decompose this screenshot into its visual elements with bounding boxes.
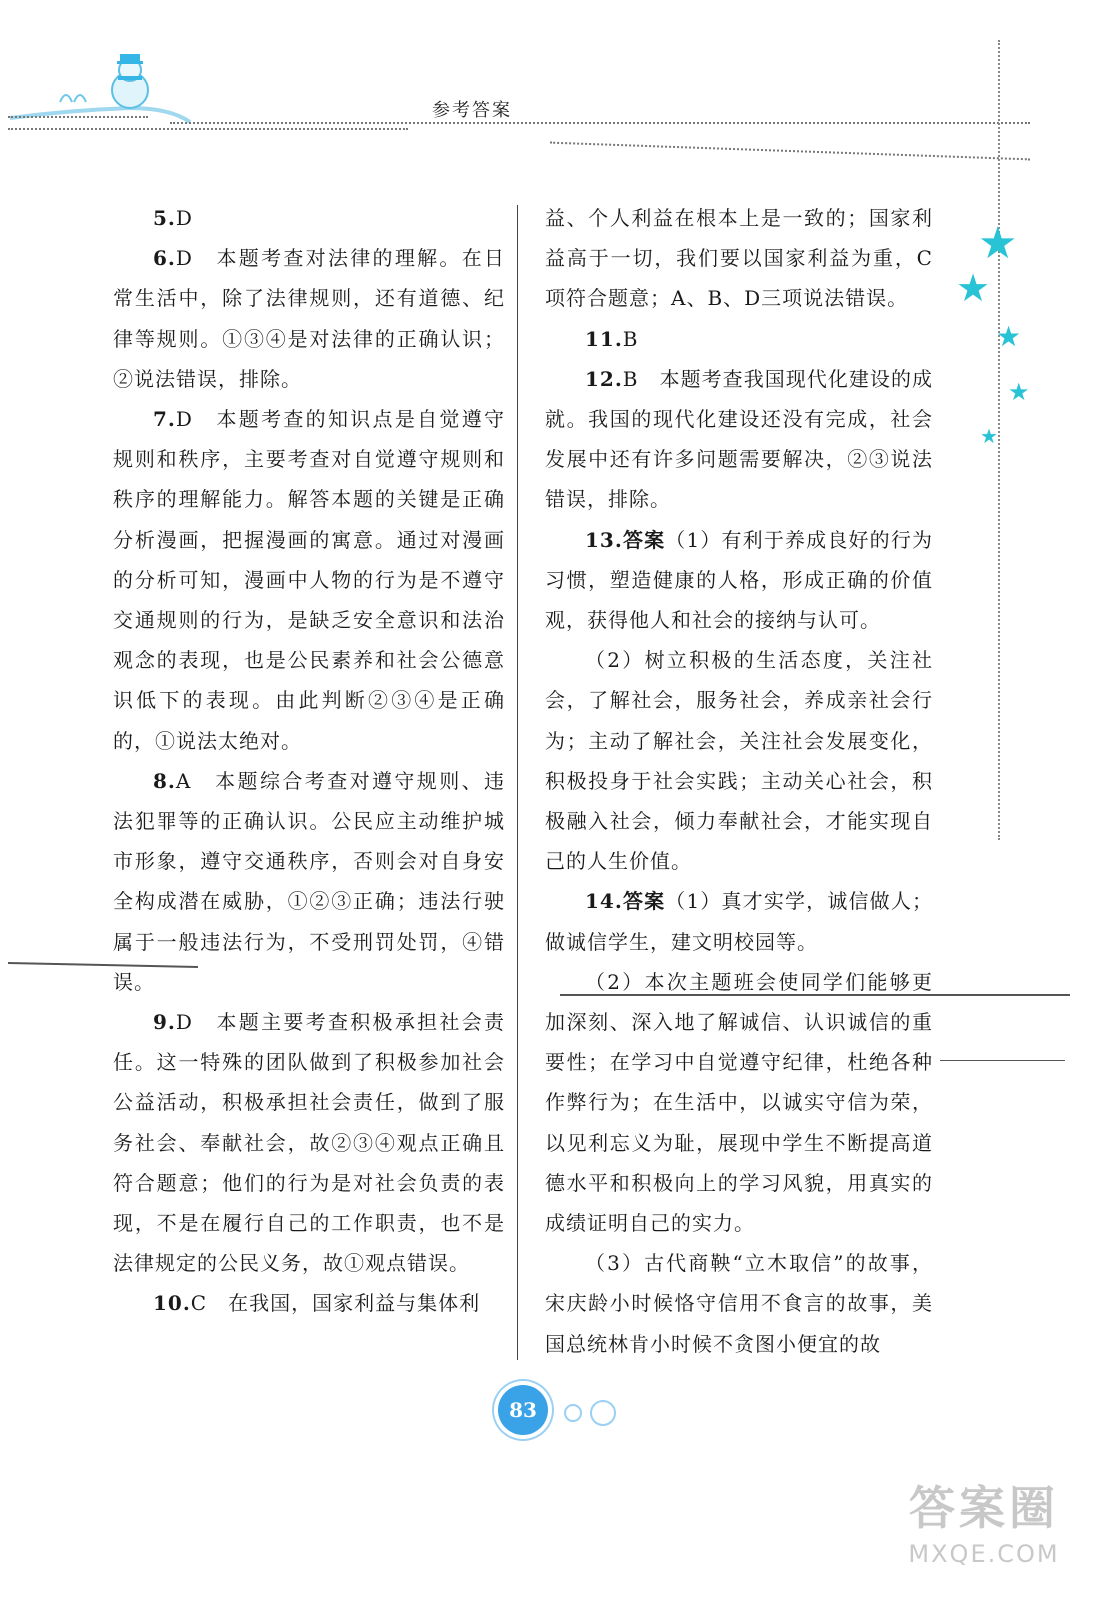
answer-item: 11.B: [585, 326, 639, 351]
answer-item: 6.D 本题考查对法律的理解。在日常生活中，除了法律规则，还有道德、纪律等规则。①③④是对法律的正确认识；②说法错误，排除。: [113, 246, 505, 391]
answer-item: （3）古代商鞅“立木取信”的故事，宋庆龄小时候恪守信用不食言的故事，美国总统林肯小时候不贪图小便宜的故: [545, 1251, 933, 1356]
circle-decoration: [590, 1400, 616, 1426]
snowman-decoration: [0, 50, 210, 130]
answer-item: 14.答案（1）真才实学，诚信做人；做诚信学生，建文明校园等。: [545, 889, 933, 954]
header-dotted-line: [170, 122, 1030, 124]
star-icon: ★: [980, 424, 998, 448]
column-divider: [517, 205, 518, 1360]
right-dotted-line: [998, 40, 1000, 840]
answer-item: 8.A 本题综合考查对遵守规则、违法犯罪等的正确认识。公民应主动维护城市形象，遵守交通秩序，否则会对自身安全构成潜在威胁，①②③正确；违法行驶属于一般违法行为，不受刑罚处罚，④错误。: [113, 768, 505, 994]
circle-decoration: [564, 1404, 582, 1422]
answer-item: 13.答案（1）有利于养成良好的行为习惯，塑造健康的人格，形成正确的价值观，获得他人和社会的接纳与认可。: [545, 527, 933, 633]
right-column: [545, 198, 933, 1364]
answer-item: 5.D: [153, 206, 193, 230]
left-column: [113, 198, 505, 1324]
star-icon: ★: [1008, 378, 1030, 406]
watermark: 答案圈 MXQE.COM: [908, 1481, 1060, 1568]
star-icon: ★: [996, 320, 1022, 353]
star-icon: ★: [956, 266, 991, 310]
page-number: 83: [498, 1385, 548, 1435]
answer-item: （2）树立积极的生活态度，关注社会，了解社会，服务社会，养成亲社会行为；主动了解社会，关注社会发展变化，积极投身于社会实践；主动关心社会，积极融入社会，倾力奉献社会，才能实现自己的人生价值。: [545, 648, 933, 874]
header-dotted-line: [550, 142, 1030, 161]
answer-item: 12.B 本题考查我国现代化建设的成就。我国的现代化建设还没有完成，社会发展中还有许多问题需要解决，②③说法错误，排除。: [545, 366, 933, 512]
header-dotted-line: [8, 128, 408, 130]
page-header-title: 参考答案: [432, 100, 512, 121]
answer-item: 益、个人利益在根本上是一致的；国家利益高于一切，我们要以国家利益为重，C项符合题意；A、B、D三项说法错误。: [545, 206, 933, 311]
answer-item: 9.D 本题主要考查积极承担社会责任。这一特殊的团队做到了积极参加社会公益活动，积极承担社会责任，做到了服务社会、奉献社会，故②③④观点正确且符合题意；他们的行为是对社会负责的表现，不是在履行自己的工作职责，也不是法律规定的公民义务，故①观点错误。: [113, 1010, 505, 1276]
answer-item: （2）本次主题班会使同学们能够更加深刻、深入地了解诚信、认识诚信的重要性；在学习中自觉遵守纪律，杜绝各种作弊行为；在生活中，以诚实守信为荣，以见利忘义为耻，展现中学生不断提高道德水平和积极向上的学习风貌，用真实的成绩证明自己的实力。: [545, 969, 933, 1236]
star-icon: ★: [978, 218, 1018, 269]
scan-line: [940, 1060, 1065, 1061]
answer-item: 7.D 本题考查的知识点是自觉遵守规则和秩序，主要考查对自觉遵守规则和秩序的理解能力。解答本题的关键是正确分析漫画，把握漫画的寓意。通过对漫画的分析可知，漫画中人物的行为是不遵守交通规则的行为，是缺乏安全意识和法治观念的表现，也是公民素养和社会公德意识低下的表现。由此判断②③④是正确的，①说法太绝对。: [113, 407, 505, 753]
header-dotted-line: [8, 116, 148, 118]
answer-item: 10.C 在我国，国家利益与集体利: [153, 1291, 481, 1316]
